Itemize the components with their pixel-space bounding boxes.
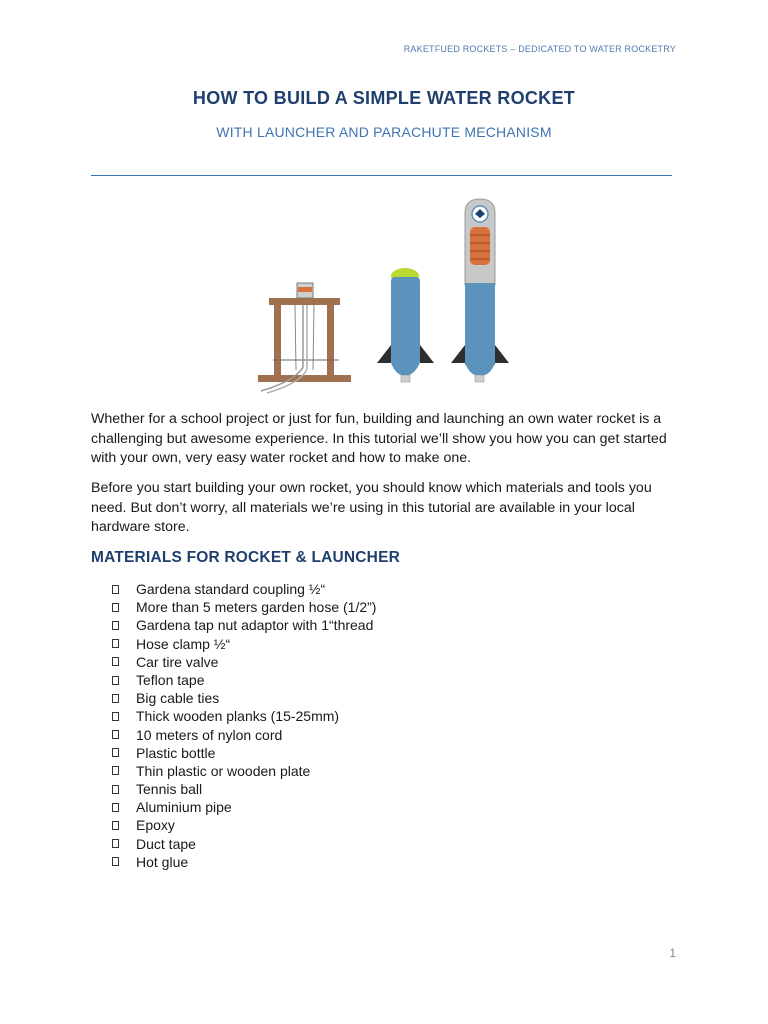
list-item-label: Aluminium pipe	[136, 799, 232, 816]
list-item-label: Gardena tap nut adaptor with 1“thread	[136, 617, 374, 634]
list-item	[112, 853, 376, 871]
checkbox-bullet-icon	[112, 748, 119, 757]
checkbox-bullet-icon	[112, 621, 119, 630]
list-item-label: Hot glue	[136, 853, 189, 870]
title-divider	[91, 175, 672, 176]
list-item-label: Gardena standard coupling ½“	[136, 581, 326, 597]
checkbox-bullet-icon	[112, 603, 119, 612]
list-item	[112, 689, 376, 707]
materials-heading: MATERIALS FOR ROCKET & LAUNCHER	[91, 549, 401, 566]
checkbox-bullet-icon	[112, 839, 119, 848]
intro-paragraph-1: Whether for a school project or just for fun, building and launching an own water rocket is a challenging but awesome experience. In this tutorial we’ll show you how you can get started with your own, very easy water rocket and how to make one.	[91, 411, 667, 467]
checkbox-bullet-icon	[112, 766, 119, 775]
launcher-graphic	[258, 283, 351, 393]
list-item	[112, 835, 376, 853]
list-item	[112, 798, 376, 816]
list-item-label: Plastic bottle	[136, 744, 216, 761]
list-item	[112, 580, 376, 598]
checkbox-bullet-icon	[112, 857, 119, 866]
list-item	[112, 762, 376, 780]
list-item	[112, 707, 376, 725]
list-item	[112, 744, 376, 762]
checkbox-bullet-icon	[112, 785, 119, 794]
list-item-label: Thin plastic or wooden plate	[136, 762, 311, 779]
checkbox-bullet-icon	[112, 694, 119, 703]
checkbox-bullet-icon	[112, 821, 119, 830]
checkbox-bullet-icon	[112, 585, 119, 594]
list-item-label: Hose clamp ½“	[136, 635, 231, 652]
checkbox-bullet-icon	[112, 657, 119, 666]
list-item	[112, 635, 376, 653]
list-item-label: Duct tape	[136, 835, 196, 852]
list-item	[112, 780, 376, 798]
list-item-label: Thick wooden planks (15-25mm)	[136, 708, 340, 725]
list-item-label: Tennis ball	[136, 781, 203, 798]
rocket-illustration	[255, 195, 515, 395]
list-item	[112, 598, 376, 616]
list-item	[112, 726, 376, 744]
rocket-with-parachute-graphic	[451, 199, 509, 382]
list-item	[112, 653, 376, 671]
list-item-label: More than 5 meters garden hose (1/2”)	[136, 599, 377, 616]
list-item	[112, 616, 376, 634]
page-number: 1	[669, 946, 676, 960]
page-subtitle: WITH LAUNCHER AND PARACHUTE MECHANISM	[216, 124, 552, 140]
running-header: RAKETFUED ROCKETS – DEDICATED TO WATER ROCKETRY	[403, 44, 676, 54]
list-item-label: 10 meters of nylon cord	[136, 726, 283, 743]
checkbox-bullet-icon	[112, 676, 119, 685]
checkbox-bullet-icon	[112, 730, 119, 739]
checkbox-bullet-icon	[112, 712, 119, 721]
intro-paragraph-2: Before you start building your own rocket, you should know which materials and tools you need. But don’t worry, all materials we’re using in this tutorial are available in your local hardware store.	[91, 480, 652, 536]
checkbox-bullet-icon	[112, 803, 119, 812]
list-item-label: Teflon tape	[136, 671, 205, 688]
list-item-label: Epoxy	[136, 817, 175, 834]
page-title: HOW TO BUILD A SIMPLE WATER ROCKET	[192, 88, 576, 108]
list-item	[112, 816, 376, 834]
materials-list	[112, 580, 376, 871]
rocket-with-tennis-ball-graphic	[377, 268, 434, 382]
list-item-label: Big cable ties	[136, 690, 220, 707]
list-item-label: Car tire valve	[136, 653, 219, 670]
checkbox-bullet-icon	[112, 639, 119, 648]
list-item	[112, 671, 376, 689]
